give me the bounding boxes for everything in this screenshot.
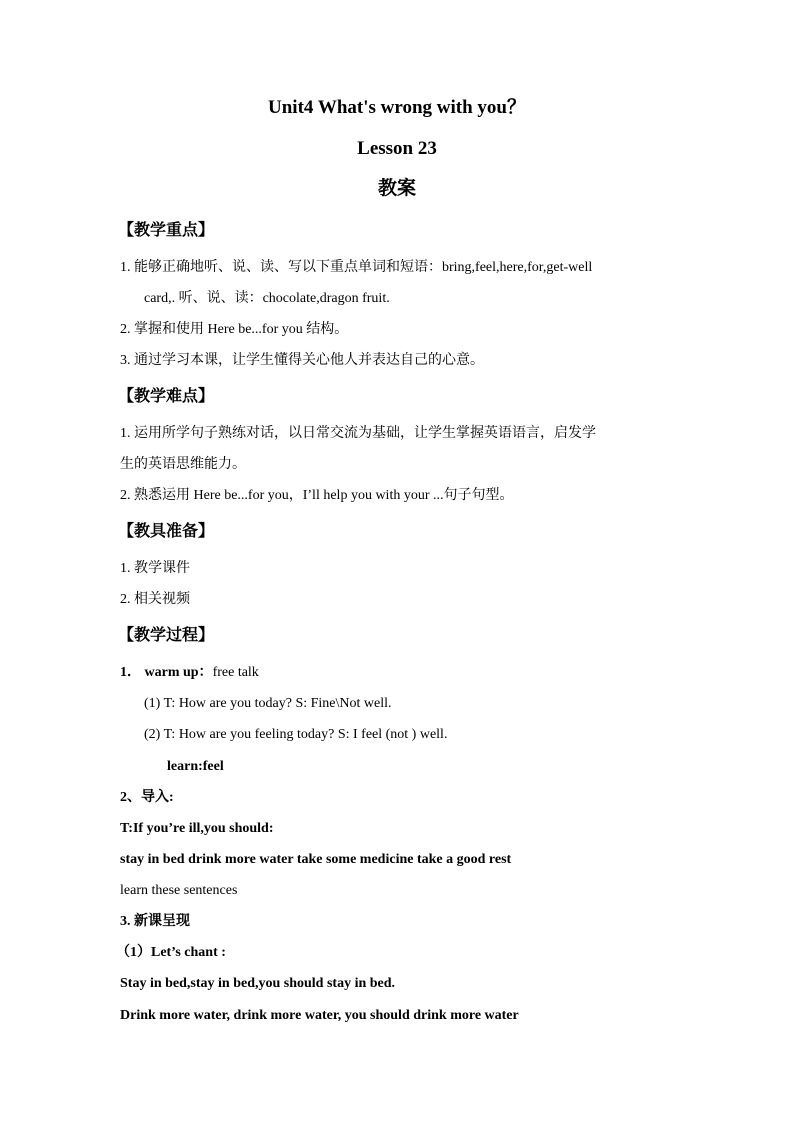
key-points-heading: 【教学重点】 <box>118 222 215 239</box>
key-point-item: 3. 通过学习本课，让学生懂得关心他人并表达自己的心意。 <box>120 353 484 368</box>
doc-type-title: 教案 <box>377 178 416 199</box>
key-point-item: 1. 能够正确地听、说、读、写以下重点单词和短语：bring,feel,here,for,get-well <box>120 260 593 275</box>
chant-line: Drink more water, drink more water, you should drink more water <box>120 1008 519 1023</box>
warmup-text: free talk <box>212 665 259 680</box>
dialog-line: (1) T: How are you today? S: Fine\Not well. <box>144 696 392 711</box>
chant-line: Stay in bed,stay in bed,you should stay in bed. <box>120 976 396 991</box>
key-point-item: 2. 掌握和使用 Here be...for you 结构。 <box>120 322 349 337</box>
difficult-points-heading: 【教学难点】 <box>118 388 215 405</box>
document-title: Unit4 What's wrong with you？ <box>268 97 526 118</box>
learn-word: learn:feel <box>167 759 224 774</box>
intro-heading: 2、导入: <box>120 790 174 805</box>
difficult-point-item: 2. 熟悉运用 Here be...for you，I’ll help you with your ...句子句型。 <box>120 488 514 503</box>
dialog-line: (2) T: How are you feeling today? S: I feel (not ) well. <box>144 727 448 742</box>
warmup-label: 1． warm up： <box>120 665 213 680</box>
lesson-title: Lesson 23 <box>357 138 437 159</box>
difficult-point-item: 1. 运用所学句子熟练对话，以日常交流为基础，让学生掌握英语语言，启发学 <box>120 426 596 441</box>
key-point-item: card,. 听、说、读：chocolate,dragon fruit. <box>144 291 390 306</box>
materials-heading: 【教具准备】 <box>118 523 215 540</box>
warmup-line <box>120 663 259 683</box>
new-lesson-heading: 3. 新课呈现 <box>120 914 190 929</box>
process-heading: 【教学过程】 <box>118 627 215 644</box>
learn-sentences-line: learn these sentences <box>120 883 238 898</box>
difficult-point-item: 生的英语思维能力。 <box>120 457 246 472</box>
materials-item: 1. 教学课件 <box>120 561 190 576</box>
chant-label: （1）Let’s chant : <box>116 945 226 960</box>
materials-item: 2. 相关视频 <box>120 592 190 607</box>
if-ill-line: T:If you’re ill,you should: <box>120 821 274 836</box>
advice-line: stay in bed drink more water take some medicine take a good rest <box>120 852 512 867</box>
